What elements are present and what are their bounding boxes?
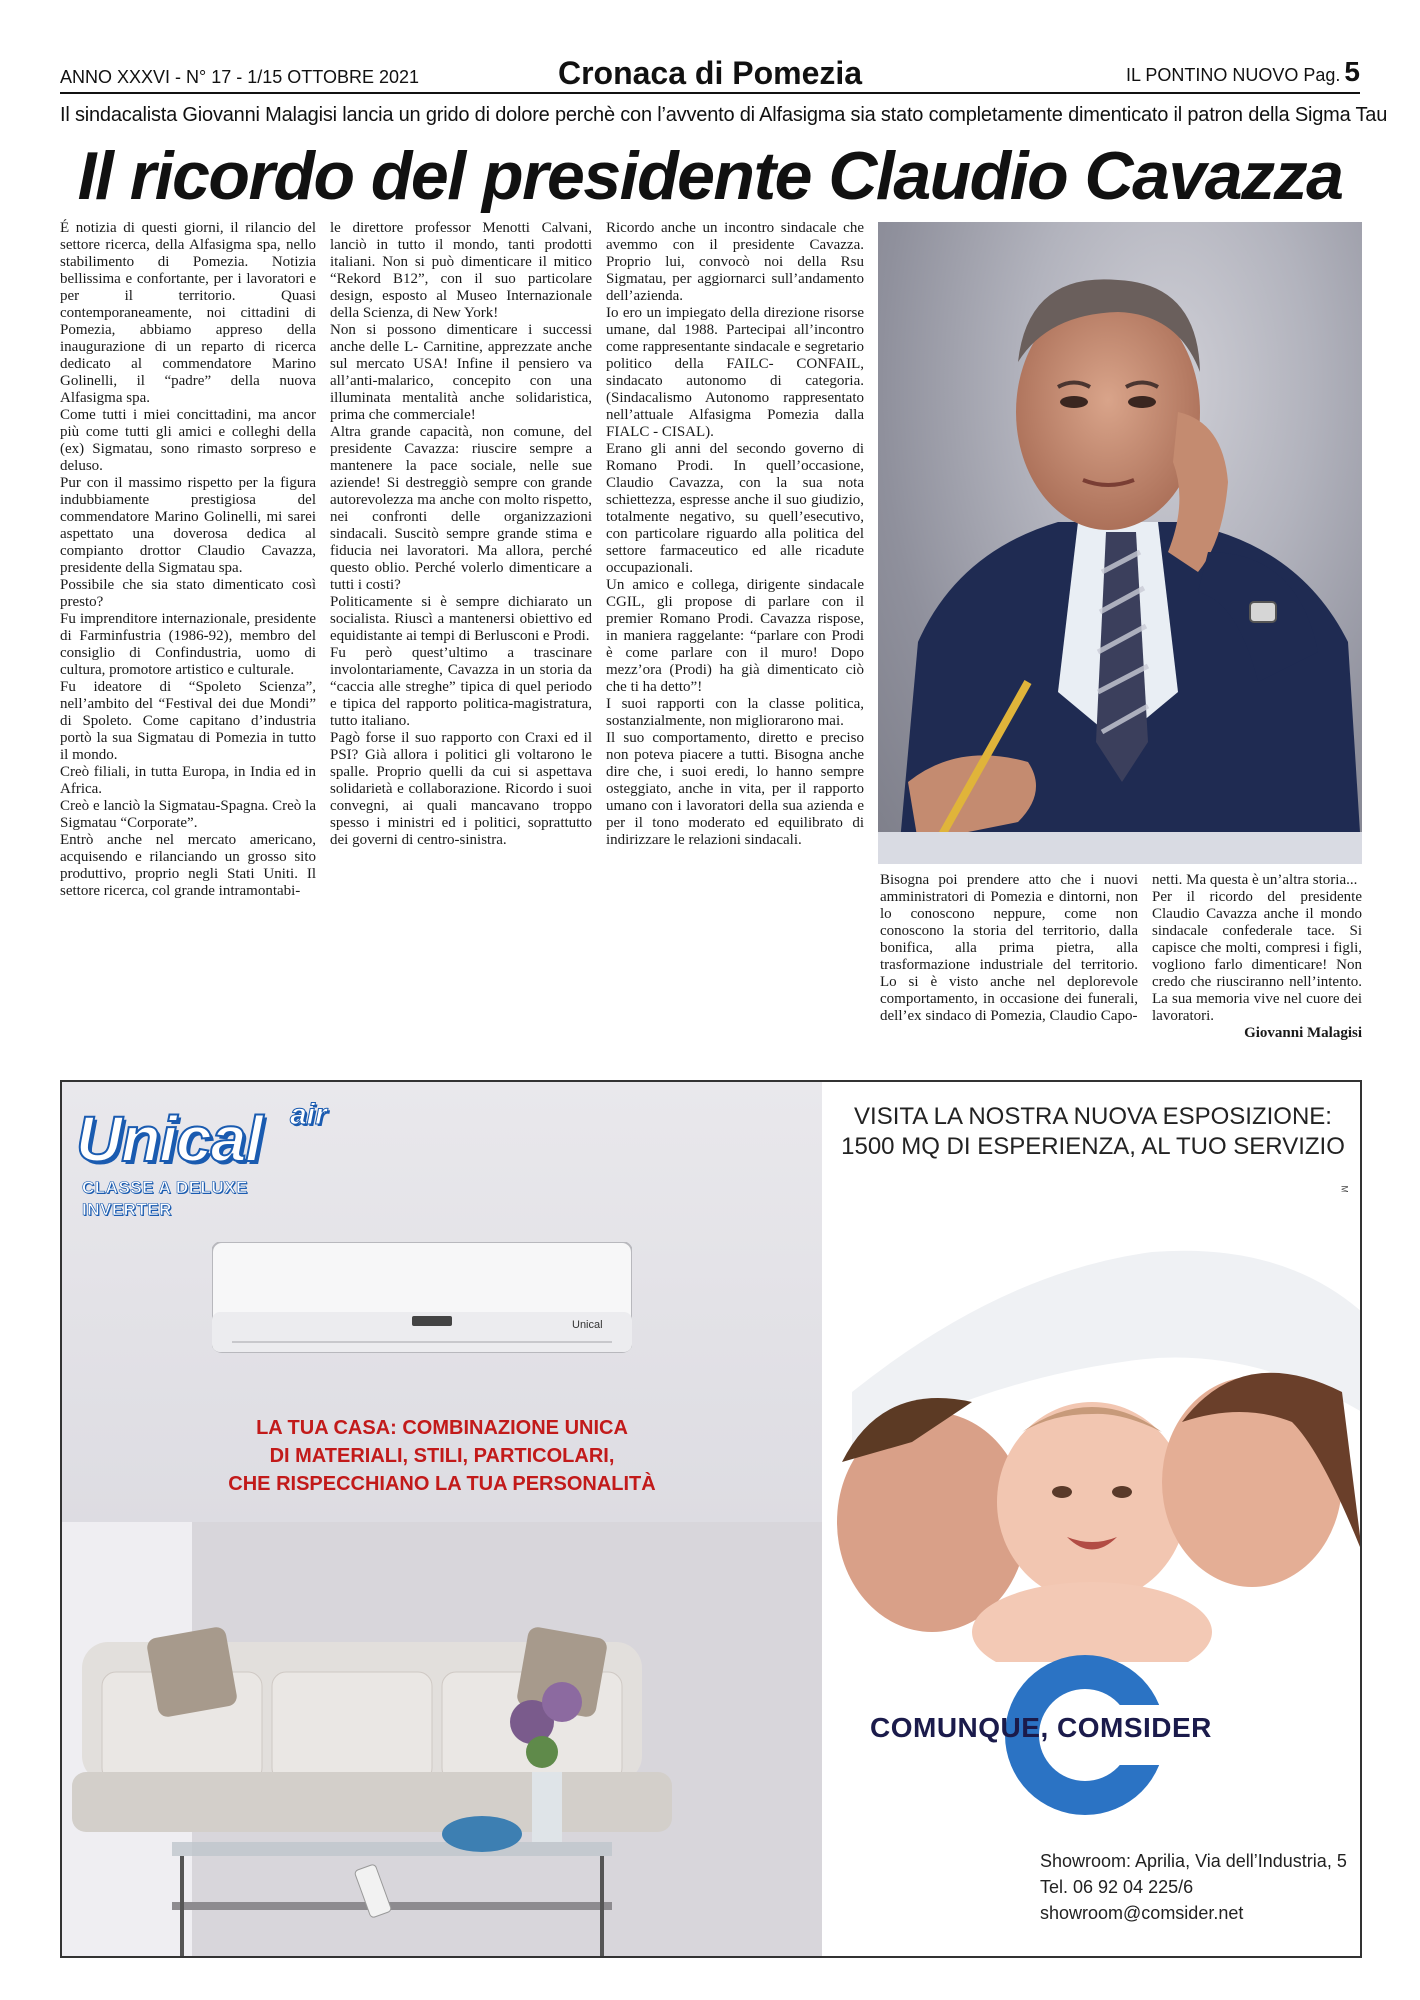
- air-conditioner-image: [212, 1242, 632, 1372]
- paper-name: IL PONTINO NUOVO Pag.: [1126, 65, 1341, 85]
- visit-line: VISITA LA NOSTRA NUOVA ESPOSIZIONE:: [854, 1103, 1332, 1130]
- living-room-image: [62, 1522, 822, 1958]
- visit-line: 1500 MQ DI ESPERIENZA, AL TUO SERVIZIO: [841, 1133, 1345, 1160]
- paragraph: É notizia di questi giorni, il rilancio del settore ricerca, della Alfasigma spa, nello stabilimento di Pomezia. Notizia bellissima e confortante, per i lavoratori e per il territorio. Quasi contemporaneamente, noi cittadini di Pomezia, abbiamo appreso della inaugurazione di un reparto di ricerca dedicato al commendatore Marino Golinelli, il “padre” della nuova Alfasigma spa.: [60, 220, 316, 406]
- showroom-address: Showroom: Aprilia, Via dell’Industria, 5: [1040, 1851, 1347, 1871]
- page-number: 5: [1344, 56, 1360, 87]
- issue-info: ANNO XXXVI - N° 17 - 1/15 OTTOBRE 2021: [60, 67, 419, 87]
- ad-slogan: [132, 1414, 752, 1498]
- paragraph: Fu ideatore di “Spoleto Scienza”, nell’ambito del “Festival dei due Mondi” di Spoleto. Come capitano d’industria portò la sua Sigmatau di Pomezia in tutto il mondo.: [60, 679, 316, 763]
- paragraph: Pur con il massimo rispetto per la figura indubbiamente prestigiosa del commendatore Marino Golinelli, mi sarei aspettato una doverosa dedica al compianto drottor Claudio Cavazza, presidente della Sigmatau spa.: [60, 475, 316, 576]
- unical-logo-air: air: [290, 1098, 327, 1131]
- comsider-brand: COMUNQUE, COMSIDER: [870, 1712, 1212, 1743]
- paragraph: Per il ricordo del presidente Claudio Cavazza anche il mondo sindacale confederale tace. Si capisce che molti, compresi i figli, vogliono farlo dimenticare! Non credo che riusciranno nell’intento. La sua memoria vive nel cuore dei lavoratori.: [1152, 889, 1362, 1024]
- paragraph: Erano gli anni del secondo governo di Romano Prodi. In quell’occasione, Claudio Cavazza, con la sua nota schiettezza, espresse anche il suo giudizio, totalmente negativo, su quell’esecutivo, con particolare riguardo alla politica del settore farmaceutico ed alle ricadute occupazionali.: [606, 441, 864, 576]
- paragraph: Come tutti i miei concittadini, ma ancor più come tutti gli amici e colleghi della (ex) Sigmatau, sono rimasto sorpreso e deluso.: [60, 407, 316, 474]
- section-title: Cronaca di Pomezia: [557, 55, 863, 91]
- product-inverter-tag: INVERTER: [82, 1200, 172, 1219]
- paragraph: Fu però quest’ultimo a trascinare involontariamente, Cavazza in un storia da “caccia alle streghe” tipica di quel periodo e tipica del rapporto politica-magistratura, tutto italiano.: [330, 645, 592, 729]
- paragraph: Politicamente si è sempre dichiarato un socialista. Riuscì a mantenersi obiettivo ed equidistante ai tempi di Berlusconi e Prodi.: [330, 594, 592, 644]
- slogan-line: DI MATERIALI, STILI, PARTICOLARI,: [269, 1445, 615, 1467]
- paragraph: Creò e lanciò la Sigmatau-Spagna. Creò la Sigmatau “Corporate”.: [60, 798, 316, 831]
- paragraph: I suoi rapporti con la classe politica, sostanzialmente, non migliorarono mai.: [606, 696, 864, 729]
- portrait-illustration: [878, 222, 1362, 864]
- advertisement[interactable]: [60, 1080, 1362, 1958]
- showroom-info: [1040, 1848, 1362, 1926]
- paragraph: Creò filiali, in tutta Europa, in India ed in Africa.: [60, 764, 316, 797]
- article-title: Il ricordo del presidente Claudio Cavazza: [77, 138, 1343, 214]
- paragraph: Non si possono dimenticare i successi anche delle L- Carnitine, apprezzate anche sul mercato USA! Infine il pensiero va all’anti-malarico, concepito con una illuminata mentalità anche solidaristica, prima che commerciale!: [330, 322, 592, 423]
- paragraph: Possibile che sia stato dimenticato così presto?: [60, 577, 316, 610]
- paragraph: Entrò anche nel mercato americano, acquisendo e rilanciando un grosso sito produttivo, proprio negli Stati Uniti. Il settore ricerca, col grande intramontabi-: [60, 832, 316, 899]
- paragraph: Un amico e collega, dirigente sindacale CGIL, gli propose di parlare con il premier Romano Prodi. Cavazza rispose, in maniera raggelante: “parlare con Prodi è come parlare con il muro! Dopo mezz’ora (Prodi) ha già dimenticato ciò che ti ha detto”!: [606, 577, 864, 695]
- family-photo: [822, 1192, 1362, 1662]
- masthead: [60, 55, 1360, 94]
- paragraph: Il suo comportamento, diretto e preciso non poteva piacere a tutti. Bisogna anche dire che, i suoi eredi, lo hanno sempre osteggiato, anche in vita, per il rapporto umano con i lavoratori della sua azienda e per il tono moderato ed equilibrato di indirizzare le relazioni sindacali.: [606, 730, 864, 848]
- slogan-line: LA TUA CASA: COMBINAZIONE UNICA: [256, 1417, 628, 1439]
- article-column-1: [60, 220, 316, 900]
- showroom-contact[interactable]: Tel. 06 92 04 225/6 showroom@comsider.net: [1040, 1877, 1244, 1923]
- unit-brand-label: Unical: [572, 1319, 603, 1331]
- article-column-2: [330, 220, 592, 849]
- slogan-line: CHE RISPECCHIANO LA TUA PERSONALITÀ: [228, 1473, 656, 1495]
- visit-headline: [822, 1102, 1362, 1162]
- author-signature: Giovanni Malagisi: [1244, 1025, 1362, 1041]
- paragraph: Pagò forse il suo rapporto con Craxi ed il PSI? Già allora i politici gli voltarono le spalle. Proprio quelli da cui si aspettava solidarietà e collaborazione. Ricordo i suoi convegni, ai quali mancavano troppo spesso i ministri ed i politici, soprattutto dei governi di centro-sinistra.: [330, 730, 592, 848]
- portrait-photo: [878, 222, 1362, 864]
- ad-left-panel: [62, 1082, 822, 1956]
- ad-right-panel: [822, 1082, 1362, 1956]
- product-class-tag: CLASSE A DELUXE: [82, 1178, 248, 1197]
- paragraph: Io ero un impiegato della direzione risorse umane, dal 1988. Partecipai all’incontro come rappresentante sindacale e segretario politico della FAILC- CONFAIL, sindacato autonomo di categoria. (Sindacalismo Autonomo rappresentato nell’attuale Alfasigma Pomezia dalla FIALC - CISAL).: [606, 305, 864, 440]
- article-column-3: [606, 220, 864, 849]
- article-kicker: Il sindacalista Giovanni Malagisi lancia un grido di dolore perchè con l’avvento di Alfasigma sia stato completamente dimenticato il patron della Sigma Tau: [60, 104, 1388, 126]
- paragraph: Bisogna poi prendere atto che i nuovi amministratori di Pomezia e dintorni, non lo conoscono neppure, come non conoscono la storia del territorio, dalla bonifica, alla prima pietra, alla trasformazione industriale del territorio. Lo si è visto anche nel deplorevole comportamento, in occasione dei funerali, dell’ex sindaco di Pomezia, Claudio Capo-: [880, 872, 1138, 1024]
- paragraph: Fu imprenditore internazionale, presidente di Farminfustria (1986-92), membro del consiglio di Confindustria, uomo di cultura, promotore artistico e culturale.: [60, 611, 316, 678]
- paper-page: [1126, 56, 1360, 88]
- article-column-5: [1152, 872, 1362, 1042]
- paragraph: Ricordo anche un incontro sindacale che avemmo con il presidente Cavazza. Proprio lui, convocò noi della Rsu Sigmatau, per aggiornarci sull’andamento dell’azienda.: [606, 220, 864, 304]
- article-column-4: [880, 872, 1138, 1025]
- unical-logo: Unical: [76, 1103, 263, 1175]
- paragraph: netti. Ma questa è un’altra storia...: [1152, 872, 1358, 888]
- paragraph: le direttore professor Menotti Calvani, lanciò in tutto il mondo, tanti prodotti italiani. Non si può dimenticare il mitico “Rekord B12”, con il suo particolare design, esposto al Museo Internazionale della Scienza, di New York!: [330, 220, 592, 321]
- paragraph: Altra grande capacità, non comune, del presidente Cavazza: riuscire sempre a mantenere la pace sociale, nelle sue aziende! Si destreggiò sempre con grande autorevolezza ma anche con molto rispetto, nei confronti delle organizzazioni sindacali. Suscitò sempre grande stima e fiducia nei lavoratori. Ma allora, perché questo oblio. Perché volerlo dimenticare a tutti i costi?: [330, 424, 592, 593]
